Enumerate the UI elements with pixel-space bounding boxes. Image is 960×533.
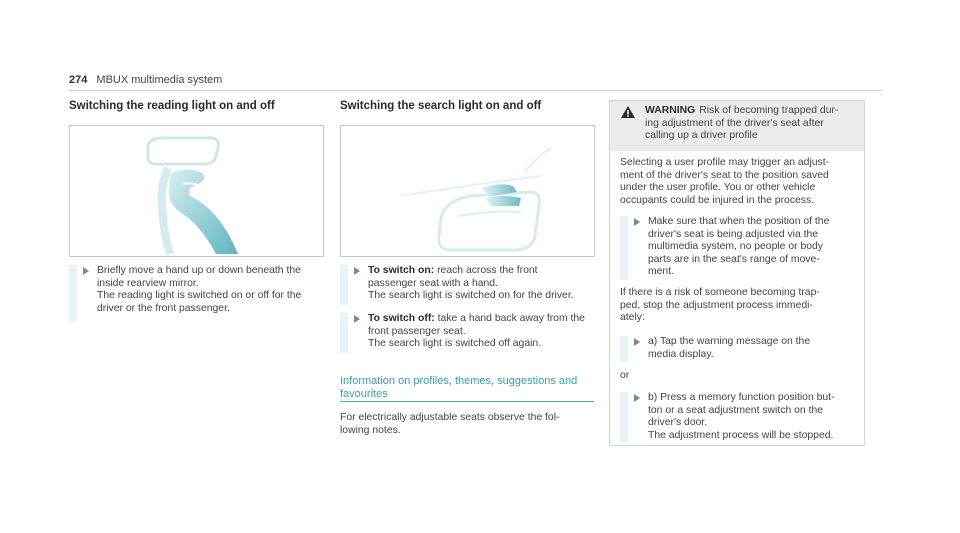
warning-paragraph-1: Selecting a user profile may trigger an adjust- ment of the driver's seat to the position saved under the user profile. You or other vehicle occupants could be injured in the process. [620,157,830,206]
step-arrow-icon [634,218,640,226]
info-heading: Information on profiles, themes, suggestions and favourites [340,375,578,400]
page-number: 274 [69,74,88,86]
step-arrow-icon [83,267,89,275]
warning-box [609,100,865,446]
warning-or-text: or [620,370,630,381]
warning-step-a [620,336,858,362]
step-text: Make sure that when the position of the driver's seat is being adjusted via the multimedia system, no people or body parts are in the seat's range of move- ment. [648,216,830,277]
warning-step-check [620,216,858,280]
step-bar [620,216,628,280]
warning-triangle-icon [620,105,636,119]
step-reading-light [69,265,323,321]
step-text: To switch on: reach across the front passenger seat with a hand. The search light is switched on for the driver. [368,265,574,301]
warning-title: WARNING Risk of becoming trapped dur- ing adjustment of the driver's seat after calling up a driver profile [645,105,839,141]
header-divider [69,90,882,91]
step-text: To switch off: take a hand back away from the front passenger seat. The search light is switched off again. [368,313,585,349]
column-search-light [340,100,594,112]
step-switch-on [340,265,594,305]
step-bar [340,265,348,305]
step-switch-off [340,313,594,353]
search-light-illustration [341,126,594,256]
step-bar [620,336,628,362]
step-arrow-icon [354,267,360,275]
step-arrow-icon [634,394,640,402]
column-reading-light [69,100,323,112]
info-heading-rule [340,401,594,402]
step-text: b) Press a memory function position but- ton or a seat adjustment switch on the driver's door. The adjustment process will be stopped. [648,392,835,441]
figure-search-light [340,125,595,257]
info-paragraph: For electrically adjustable seats observe the fol- lowing notes. [340,412,560,436]
step-bar [620,392,628,442]
figure-reading-light [69,125,324,257]
heading-reading-light: Switching the reading light on and off [69,100,275,112]
step-bar [69,265,77,321]
warning-step-b [620,392,858,442]
warning-header [610,101,864,151]
step-text: a) Tap the warning message on the media display. [648,336,811,360]
reading-light-illustration [70,126,323,256]
page-header [69,74,222,86]
step-arrow-icon [634,338,640,346]
heading-search-light: Switching the search light on and off [340,100,542,112]
step-bar [340,313,348,353]
warning-paragraph-2: If there is a risk of someone becoming trap- ped, stop the adjustment process immedi- ately: [620,287,820,323]
page-header-title: MBUX multimedia system [96,74,223,86]
step-arrow-icon [354,315,360,323]
step-text: Briefly move a hand up or down beneath the inside rearview mirror. The reading light is switched on or off for the driver or the front passenger. [97,265,302,314]
